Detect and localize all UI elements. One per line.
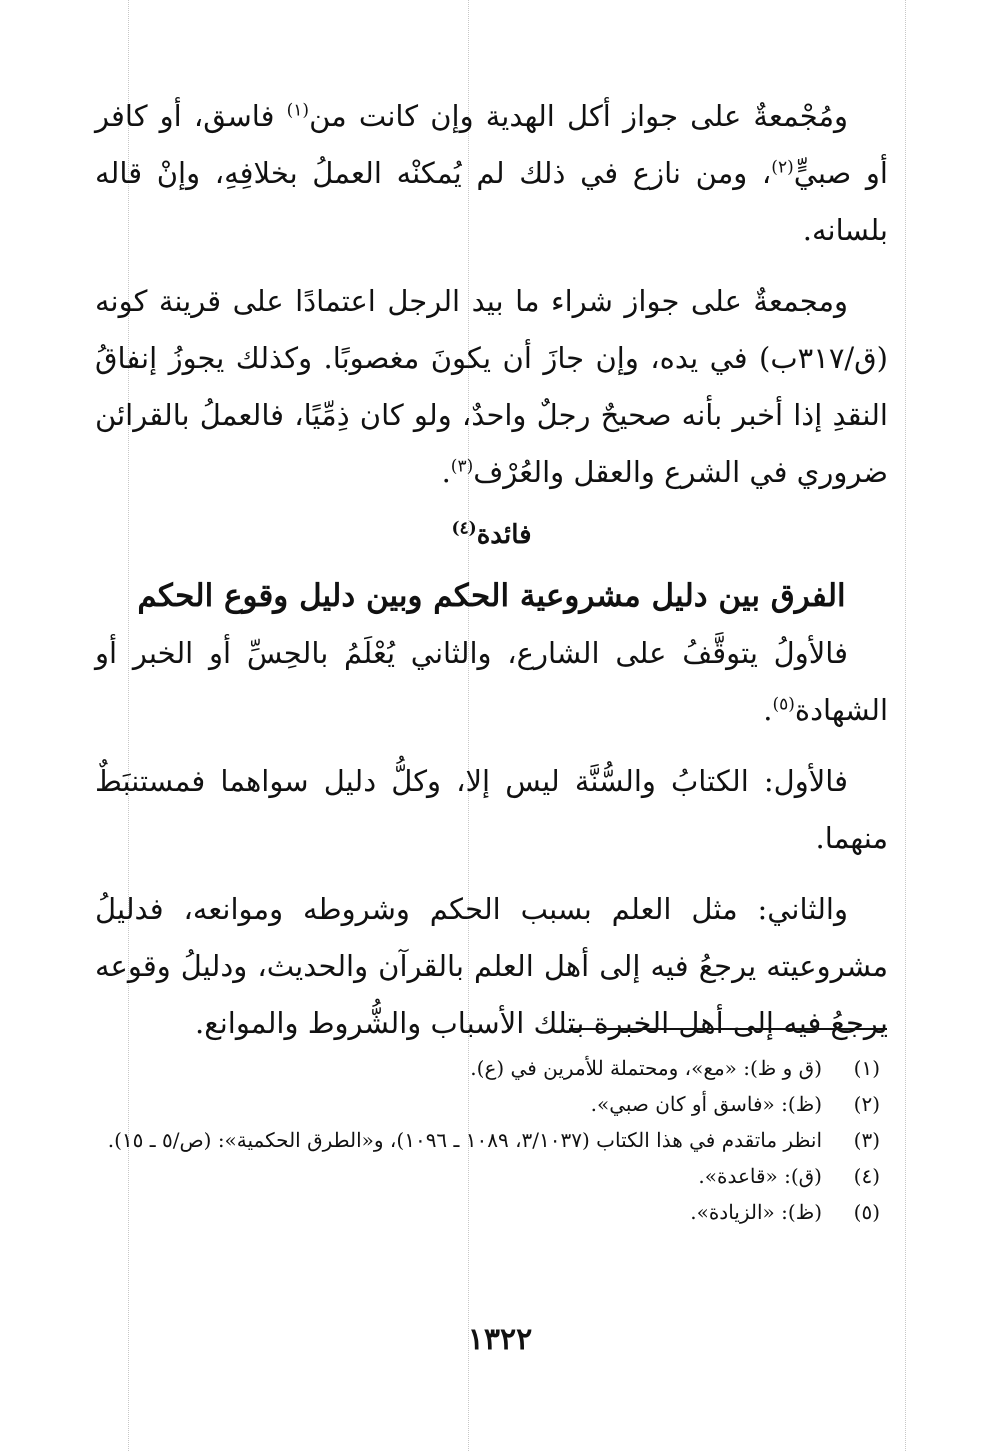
footnote-text: (ق): «قاعدة». [698, 1164, 822, 1188]
footnote-text: (ق و ظ): «مع»، ومحتملة للأمرين في (ع). [470, 1056, 822, 1080]
footnote-number: (٥) [853, 1200, 880, 1224]
paragraph-5: والثاني: مثل العلم بسبب الحكم وشروطه وموانعه، فدليلُ مشروعيته يرجعُ فيه إلى أهل العلم بالقرآن والحديث، ودليلُ وقوعه يرجعُ فيه إلى أهل الخبرة بتلك الأسباب والشُّروط والموانع. [95, 892, 888, 1040]
paragraph-2: ومجمعةٌ على جواز شراء ما بيد الرجل اعتمادًا على قرينة كونه (ق/٣١٧ب) في يده، وإن جازَ أن يكونَ مغصوبًا. وكذلك يجوزُ إنفاقُ النقدِ إذا أخبر بأنه صحيحٌ رجلٌ واحدٌ، ولو كان ذِمِّيًا، فالعملُ بالقرائن ضروري في الشرع والعقل والعُرْف$^{(٣)}$. [95, 284, 888, 489]
footnote-ref-2[interactable]: (٢) [771, 157, 794, 178]
footnote-divider [569, 1028, 887, 1030]
paragraph-3: فالأولُ يتوقَّفُ على الشارع، والثاني يُعْلَمُ بالحِسِّ أو الخبر أو الشهادة$^{(٥)}$. [95, 636, 888, 727]
footnote-number: (١) [853, 1056, 880, 1080]
footnote-number: (٢) [853, 1092, 880, 1116]
footnote-4 [95, 1158, 888, 1194]
footnote-ref-4[interactable]: (٤) [451, 518, 477, 539]
footnote-text: انظر ماتقدم في هذا الكتاب (٣/١٠٣٧، ١٠٨٩ ـ ١٠٩٦)، و«الطرق الحكمية»: (ص/٥ ـ ١٥). [107, 1128, 822, 1152]
page-number: ١٣٢٢ [467, 1322, 533, 1357]
faida-title: فائدة$^{(٤)}$ [451, 518, 532, 550]
footnote-text: (ظ): «فاسق أو كان صبي». [590, 1092, 822, 1116]
footnote-2 [95, 1086, 888, 1122]
paragraph-4: فالأول: الكتابُ والسُّنَّة ليس إلا، وكلُّ دليل سواهما فمستنبَطٌ منهما. [95, 764, 888, 855]
footnote-1 [95, 1050, 888, 1086]
footnote-number: (٣) [853, 1128, 880, 1152]
page-body [95, 88, 888, 1066]
footnote-ref-5[interactable]: (٥) [772, 694, 795, 715]
footnote-5 [95, 1194, 888, 1230]
paragraph-1: ومُجْمعةٌ على جواز أكل الهدية وإن كانت من$^{(١)}$ فاسق، أو كافر أو صبيٍّ$^{(٢)}$، ومن نازع في ذلك لم يُمكنْه العملُ بخلافِهِ، وإنْ قاله بلسانه. [95, 99, 888, 247]
scan-guide-line [905, 0, 906, 1451]
footnote-ref-1[interactable]: (١) [286, 100, 310, 121]
footnote-3 [95, 1122, 888, 1158]
footnote-text: (ظ): «الزيادة». [690, 1200, 822, 1224]
footnote-ref-3[interactable]: (٣) [450, 456, 474, 477]
footnotes [95, 1050, 888, 1230]
footnote-number: (٤) [853, 1164, 880, 1188]
section-heading: الفرق بين دليل مشروعية الحكم وبين دليل وقوع الحكم [137, 578, 846, 614]
